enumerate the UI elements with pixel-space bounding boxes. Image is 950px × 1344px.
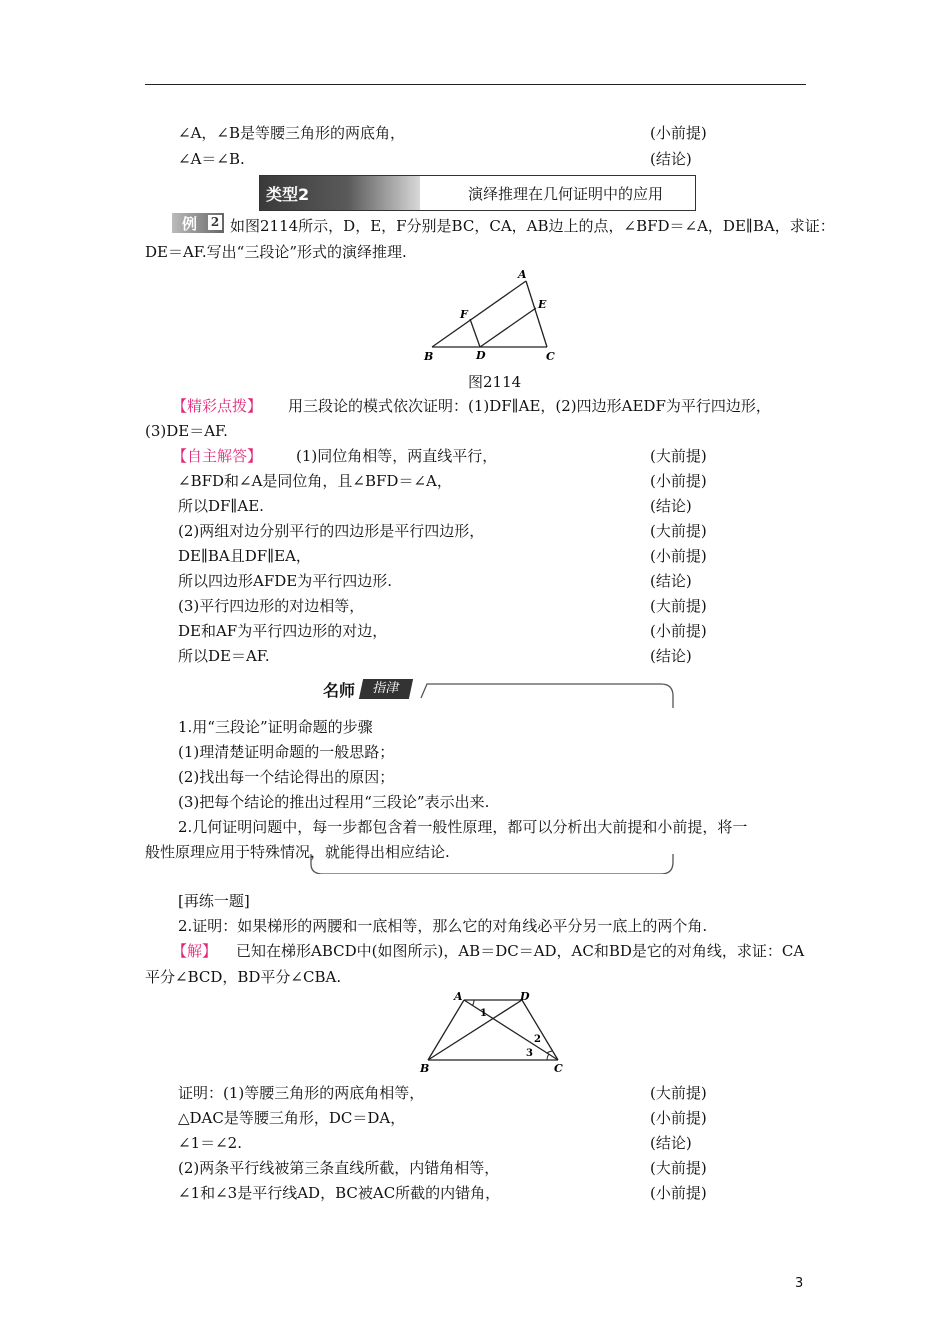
figure-caption: 图2114: [468, 373, 522, 391]
reason-tag: (小前提): [650, 124, 707, 142]
practice-problem: 2.证明：如果梯形的两腰和一底相等，那么它的对角线必平分另一底上的两个角.: [178, 917, 708, 935]
reason-tag: (大前提): [650, 522, 707, 540]
example-number: 2: [208, 215, 222, 230]
guidance-title: 名师: [323, 681, 356, 700]
text-line: ∠A＝∠B.: [178, 150, 245, 168]
reason-tag: (小前提): [650, 1109, 707, 1127]
segment-fd: [470, 319, 480, 347]
answer-text: 平分∠BCD，BD平分∠CBA.: [145, 968, 342, 986]
solution-label: 【自主解答】: [172, 447, 263, 465]
example-text: DE＝AF.写出“三段论”形式的演绎推理.: [145, 243, 407, 261]
example-text: 如图2114所示，D，E，F分别是BC，CA，AB边上的点，∠BFD＝∠A，DE∥BA，求证：: [230, 217, 835, 235]
side-ac: [526, 281, 547, 347]
reason-tag: (小前提): [650, 547, 707, 565]
guidance-line: (3)把每个结论的推出过程用“三段论”表示出来.: [178, 793, 490, 811]
guidance-line: 2.几何证明问题中，每一步都包含着一般性原理，都可以分析出大前提和小前提，将一: [178, 818, 748, 836]
label-e: E: [538, 298, 547, 311]
guidance-line: 般性原理应用于特殊情况，就能得出相应结论.: [145, 843, 450, 861]
angle-label-3: 3: [526, 1048, 533, 1059]
proof-line: 证明：(1)等腰三角形的两底角相等，: [178, 1084, 425, 1102]
solution-line: 所以DE＝AF.: [178, 647, 270, 665]
label-d: D: [476, 349, 486, 362]
page-number: 3: [795, 1276, 804, 1291]
reason-tag: (结论): [650, 497, 692, 515]
angle-label-1: 1: [480, 1008, 487, 1019]
trapezoid-figure: [414, 988, 574, 1076]
label-d: D: [520, 990, 530, 1003]
hint-label: 【精彩点拨】: [172, 397, 263, 415]
reason-tag: (小前提): [650, 1184, 707, 1202]
proof-line: △DAC是等腰三角形，DC＝DA，: [178, 1109, 406, 1127]
solution-line: ∠BFD和∠A是同位角，且∠BFD＝∠A，: [178, 472, 452, 490]
label-f: F: [460, 308, 468, 321]
solution-line: 所以四边形AFDE为平行四边形.: [178, 572, 392, 590]
reason-tag: (大前提): [650, 1084, 707, 1102]
reason-tag: (结论): [650, 572, 692, 590]
proof-line: ∠1和∠3是平行线AD，BC被AC所截的内错角，: [178, 1184, 501, 1202]
reason-tag: (结论): [650, 647, 692, 665]
proof-line: (2)两条平行线被第三条直线所截，内错角相等，: [178, 1159, 500, 1177]
solution-line: (3)平行四边形的对边相等，: [178, 597, 365, 615]
solution-line: (2)两组对边分别平行的四边形是平行四边形，: [178, 522, 485, 540]
angle-3-arc: [547, 1055, 549, 1061]
label-c: C: [554, 1062, 563, 1075]
solution-line: DE∥BA且DF∥EA，: [178, 547, 311, 565]
diagonal-bd: [428, 1000, 522, 1060]
guidance-line: (2)找出每一个结论得出的原因；: [178, 768, 395, 786]
proof-line: ∠1＝∠2.: [178, 1134, 242, 1152]
reason-tag: (小前提): [650, 472, 707, 490]
reason-tag: (结论): [650, 150, 692, 168]
hint-text: (3)DE＝AF.: [145, 422, 228, 440]
answer-text: 已知在梯形ABCD中(如图所示)，AB＝DC＝AD，AC和BD是它的对角线，求证：CA: [236, 942, 805, 960]
header-rule: [145, 84, 806, 85]
reason-tag: (小前提): [650, 622, 707, 640]
solution-line: DE和AF为平行四边形的对边，: [178, 622, 388, 640]
section-type-box: [259, 175, 696, 211]
triangle-figure: [420, 268, 560, 364]
angle-label-2: 2: [534, 1034, 541, 1045]
solution-line: (1)同位角相等，两直线平行，: [296, 447, 498, 465]
type-title: 演绎推理在几何证明中的应用: [468, 185, 664, 203]
example-badge: [172, 213, 224, 233]
side-ab: [428, 1000, 464, 1060]
type-label-bg: [260, 176, 420, 210]
side-ab: [432, 281, 526, 347]
label-a: A: [454, 990, 463, 1003]
guidance-badge: 指津: [359, 679, 413, 699]
label-a: A: [518, 268, 527, 281]
reason-tag: (结论): [650, 1134, 692, 1152]
label-b: B: [420, 1062, 430, 1075]
example-label: 例: [182, 215, 198, 233]
reason-tag: (大前提): [650, 597, 707, 615]
answer-label: 【解】: [172, 942, 218, 960]
reason-tag: (大前提): [650, 1159, 707, 1177]
label-c: C: [546, 350, 555, 363]
text-line: ∠A，∠B是等腰三角形的两底角，: [178, 124, 405, 142]
angle-2-arc: [547, 1051, 553, 1053]
solution-line: 所以DF∥AE.: [178, 497, 264, 515]
practice-heading: [再练一题]: [178, 892, 250, 910]
hint-text: 用三段论的模式依次证明：(1)DF∥AE，(2)四边形AEDF为平行四边形，: [288, 397, 771, 415]
reason-tag: (大前提): [650, 447, 707, 465]
type-label: 类型2: [266, 185, 310, 204]
diagonal-ac: [464, 1000, 558, 1060]
guidance-line: 1.用“三段论”证明命题的步骤: [178, 718, 373, 736]
segment-de: [480, 308, 536, 347]
angle-1-arc: [473, 1000, 475, 1006]
label-b: B: [424, 350, 434, 363]
guidance-line: (1)理清楚证明命题的一般思路；: [178, 743, 395, 761]
